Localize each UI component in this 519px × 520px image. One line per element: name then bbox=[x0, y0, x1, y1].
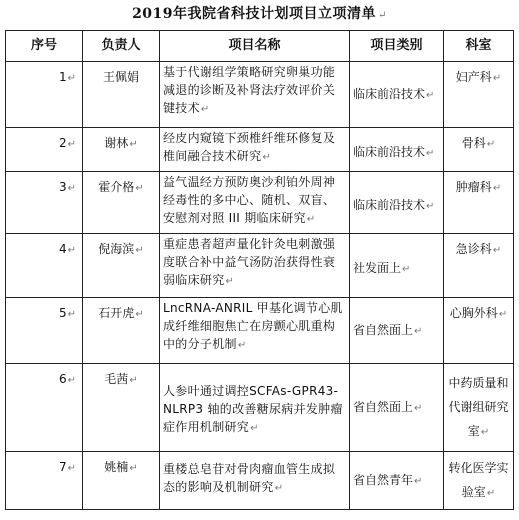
cell-lead: 毛茜↵ bbox=[83, 364, 160, 452]
paragraph-mark-icon: ↵ bbox=[67, 375, 76, 386]
paragraph-mark-icon: ↵ bbox=[414, 475, 423, 487]
paragraph-mark-icon: ↵ bbox=[67, 309, 76, 320]
cell-category: 临床前沿技术↵ bbox=[350, 128, 444, 172]
table-row bbox=[6, 298, 514, 364]
table-row bbox=[6, 234, 514, 298]
table-row bbox=[6, 172, 514, 234]
header-lead: 负责人 bbox=[83, 31, 160, 62]
paragraph-mark-icon: ↵ bbox=[402, 263, 411, 275]
cell-no: 3↵ bbox=[6, 172, 83, 234]
project-table bbox=[5, 30, 514, 510]
paragraph-mark-icon: ↵ bbox=[67, 183, 76, 194]
cell-dept: 妇产科↵ bbox=[444, 62, 514, 128]
paragraph-mark-icon: ↵ bbox=[237, 340, 247, 351]
cell-lead: 姚楠↵ bbox=[83, 452, 160, 510]
cell-lead: 谢林↵ bbox=[83, 128, 160, 172]
header-category: 项目类别 bbox=[350, 31, 444, 62]
cell-category: 省自然面上↵ bbox=[350, 298, 444, 364]
cell-category: 临床前沿技术↵ bbox=[350, 172, 444, 234]
header-no: 序号 bbox=[6, 31, 83, 62]
paragraph-mark-icon: ↵ bbox=[498, 309, 508, 320]
cell-no: 4↵ bbox=[6, 234, 83, 298]
cell-dept: 急诊科↵ bbox=[444, 234, 514, 298]
cell-no: 1↵ bbox=[6, 62, 83, 128]
cell-category: 社发面上↵ bbox=[350, 234, 444, 298]
paragraph-mark-icon: ↵ bbox=[129, 463, 138, 474]
cell-dept: 中药质量和代谢组研究室↵ bbox=[444, 364, 514, 452]
paragraph-mark-icon: ↵ bbox=[129, 139, 138, 150]
cell-lead: 倪海滨↵ bbox=[83, 234, 160, 298]
header-dept: 科室 bbox=[444, 31, 514, 62]
cell-no: 2↵ bbox=[6, 128, 83, 172]
paragraph-mark-icon: ↵ bbox=[486, 487, 496, 499]
paragraph-mark-icon: ↵ bbox=[250, 423, 259, 434]
cell-dept: 骨科↵ bbox=[444, 128, 514, 172]
table-row bbox=[6, 62, 514, 128]
table-row bbox=[6, 128, 514, 172]
paragraph-mark-icon: ↵ bbox=[426, 89, 435, 101]
paragraph-mark-icon: ↵ bbox=[480, 426, 490, 438]
paragraph-mark-icon: ↵ bbox=[129, 375, 138, 386]
paragraph-mark-icon: ↵ bbox=[426, 147, 435, 159]
cell-name: 基于代谢组学策略研究卵巢功能减退的诊断及补肾法疗效评价关键技术↵ bbox=[160, 62, 350, 128]
paragraph-mark-icon: ↵ bbox=[492, 183, 502, 194]
paragraph-mark-icon: ↵ bbox=[67, 73, 76, 84]
paragraph-mark-icon: ↵ bbox=[492, 73, 502, 84]
paragraph-mark-icon: ↵ bbox=[200, 104, 210, 115]
cell-lead: 霍介格↵ bbox=[83, 172, 160, 234]
cell-name: 重楼总皂苷对骨肉瘤血管生成拟态的影响及机制研究↵ bbox=[160, 452, 350, 510]
paragraph-mark-icon: ↵ bbox=[414, 402, 423, 414]
cell-lead: 王佩娟 bbox=[83, 62, 160, 128]
paragraph-mark-icon: ↵ bbox=[67, 139, 76, 150]
paragraph-mark-icon: ↵ bbox=[426, 200, 435, 212]
table-row bbox=[6, 364, 514, 452]
header-name: 项目名称 bbox=[160, 31, 350, 62]
cell-name: 人参叶通过调控SCFAs-GPR43-NLRP3 轴的改善糖尿病并发肿瘤症作用机制研究↵ bbox=[160, 364, 350, 452]
paragraph-mark-icon: ↵ bbox=[135, 245, 144, 256]
cell-dept: 肿瘤科↵ bbox=[444, 172, 514, 234]
cell-dept: 转化医学实验室↵ bbox=[444, 452, 514, 510]
cell-name: 重症患者超声量化针灸电刺激强度联合补中益气汤防治获得性衰弱临床研究↵ bbox=[160, 234, 350, 298]
document-title bbox=[0, 4, 519, 26]
cell-name: LncRNA-ANRIL 甲基化调节心肌成纤维细胞焦亡在房颤心肌重构中的分子机制↵ bbox=[160, 298, 350, 364]
paragraph-mark-icon: ↵ bbox=[67, 245, 76, 256]
paragraph-mark-icon: ↵ bbox=[67, 463, 76, 474]
paragraph-mark-icon: ↵ bbox=[225, 276, 235, 287]
table-row bbox=[6, 452, 514, 510]
cell-no: 6↵ bbox=[6, 364, 83, 452]
paragraph-mark-icon: ↵ bbox=[262, 152, 272, 163]
cell-no: 5↵ bbox=[6, 298, 83, 364]
paragraph-mark-icon: ↵ bbox=[414, 325, 423, 337]
table-header-row bbox=[6, 31, 514, 62]
paragraph-mark-icon: ↵ bbox=[378, 10, 387, 21]
paragraph-mark-icon: ↵ bbox=[274, 483, 284, 494]
cell-name: 益气温经方预防奥沙利铂外周神经毒性的多中心、随机、双盲、安慰剂对照 III 期临床研究↵ bbox=[160, 172, 350, 234]
cell-category: 省自然青年↵ bbox=[350, 452, 444, 510]
cell-no: 7↵ bbox=[6, 452, 83, 510]
cell-category: 省自然面上↵ bbox=[350, 364, 444, 452]
paragraph-mark-icon: ↵ bbox=[135, 309, 144, 320]
cell-category: 临床前沿技术↵ bbox=[350, 62, 444, 128]
paragraph-mark-icon: ↵ bbox=[306, 214, 316, 225]
paragraph-mark-icon: ↵ bbox=[492, 245, 502, 256]
title-text: 2019年我院省科技计划项目立项清单 bbox=[132, 6, 377, 22]
cell-dept: 心胸外科↵ bbox=[444, 298, 514, 364]
cell-name: 经皮内窥镜下颈椎纤维环修复及椎间融合技术研究↵ bbox=[160, 128, 350, 172]
paragraph-mark-icon: ↵ bbox=[486, 139, 496, 150]
paragraph-mark-icon: ↵ bbox=[135, 183, 144, 194]
cell-lead: 石开虎↵ bbox=[83, 298, 160, 364]
